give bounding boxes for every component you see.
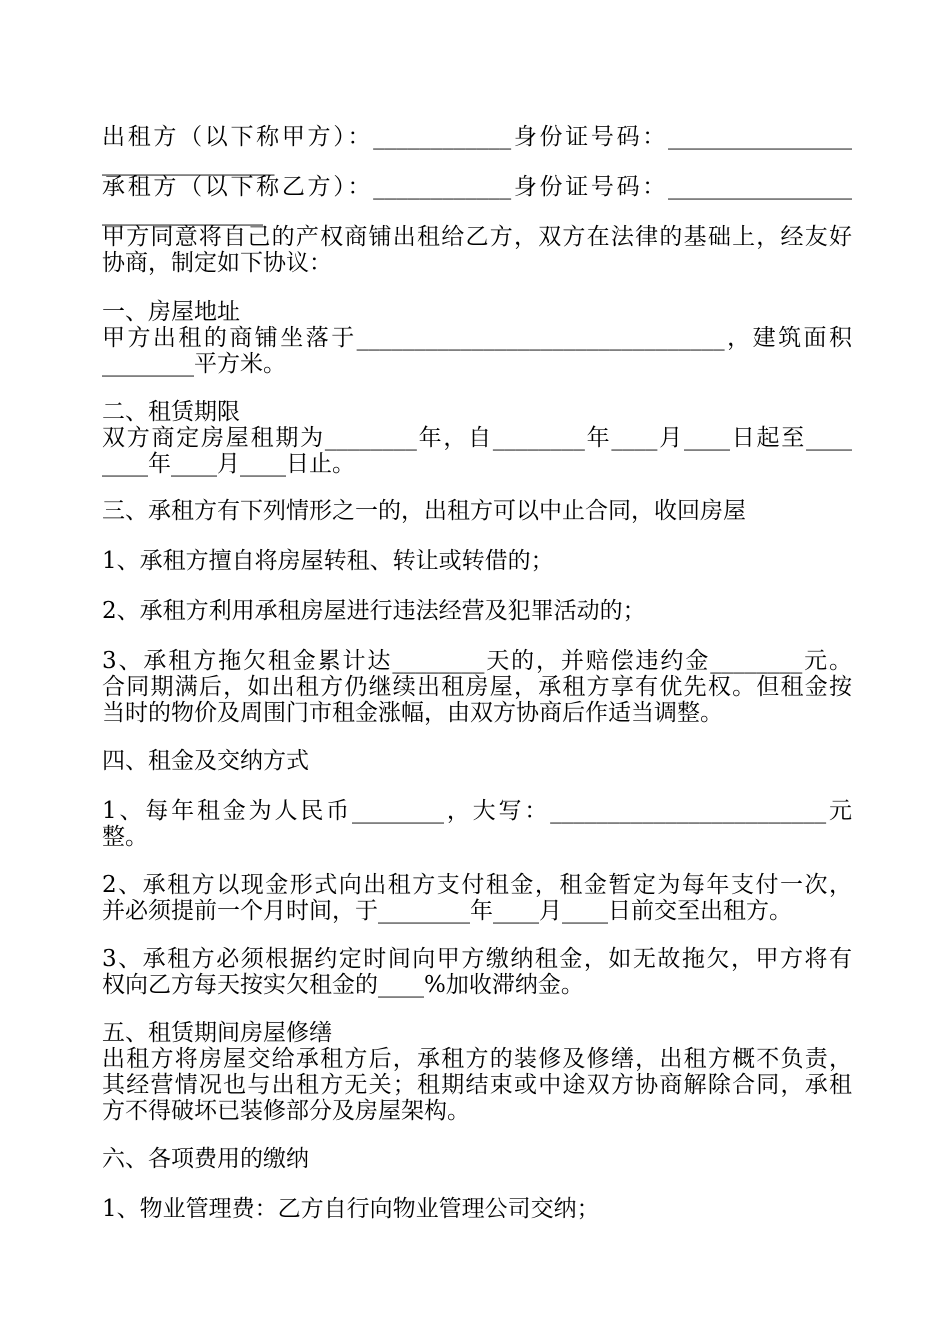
section-4-item-3-cont: 权向乙方每天按实欠租金的____%加收滞纳金。 [102,972,584,998]
section-4-item-1-cont: 整。 [102,824,148,850]
lessor-line-cont: _______________ [102,150,275,176]
section-1-text-cont: ________平方米。 [102,351,286,377]
section-3-heading: 三、承租方有下列情形之一的，出租方可以中止合同，收回房屋 [102,498,746,524]
section-4-item-2: 2、承租方以现金形式向出租方支付租金，租金暂定为每年支付一次， [102,872,852,898]
lessor-line: 出租方（以下称甲方）：____________身份证号码：________________ [102,124,852,150]
section-3-item-1: 1、承租方擅自将房屋转租、转让或转借的； [102,548,554,574]
section-4-heading: 四、租金及交纳方式 [102,748,309,774]
section-4-item-1: 1、每年租金为人民币________，大写：________________________元 [102,798,852,824]
section-5-text: 出租方将房屋交给承租方后，承租方的装修及修缮，出租方概不负责， [102,1046,852,1072]
section-2-heading: 二、租赁期限 [102,399,240,425]
section-2-text: 双方商定房屋租期为________年，自________年____月____日起至____ [102,425,852,451]
section-5-text-cont-2: 方不得破坏已装修部分及房屋架构。 [102,1098,470,1124]
section-3-item-3: 3、承租方拖欠租金累计达________天的，并赔偿违约金________元。 [102,648,852,674]
intro-line: 甲方同意将自己的产权商铺出租给乙方，双方在法律的基础上，经友好 [102,224,852,250]
section-2-text-cont: ____年____月____日止。 [102,451,355,477]
lessee-line: 承租方（以下称乙方）：____________身份证号码：________________ [102,174,852,200]
section-3-renewal-cont: 当时的物价及周围门市租金涨幅，由双方协商后作适当调整。 [102,700,723,726]
section-3-renewal: 合同期满后，如出租方仍继续出租房屋，承租方享有优先权。但租金按 [102,674,852,700]
section-5-heading: 五、租赁期间房屋修缮 [102,1020,332,1046]
section-4-item-2-cont: 并必须提前一个月时间，于________年____月____日前交至出租方。 [102,898,792,924]
section-1-heading: 一、房屋地址 [102,299,240,325]
section-6-item-1: 1、物业管理费：乙方自行向物业管理公司交纳； [102,1196,600,1222]
section-6-heading: 六、各项费用的缴纳 [102,1146,309,1172]
section-5-text-cont-1: 其经营情况也与出租方无关；租期结束或中途双方协商解除合同，承租 [102,1072,852,1098]
intro-line-cont: 协商，制定如下协议： [102,250,332,276]
section-3-item-2: 2、承租方利用承租房屋进行违法经营及犯罪活动的； [102,598,646,624]
lessee-line-cont: ______________ [102,200,263,226]
section-4-item-3: 3、承租方必须根据约定时间向甲方缴纳租金，如无故拖欠，甲方将有 [102,946,852,972]
section-1-text: 甲方出租的商铺坐落于________________________________，建筑面积 [102,325,852,351]
